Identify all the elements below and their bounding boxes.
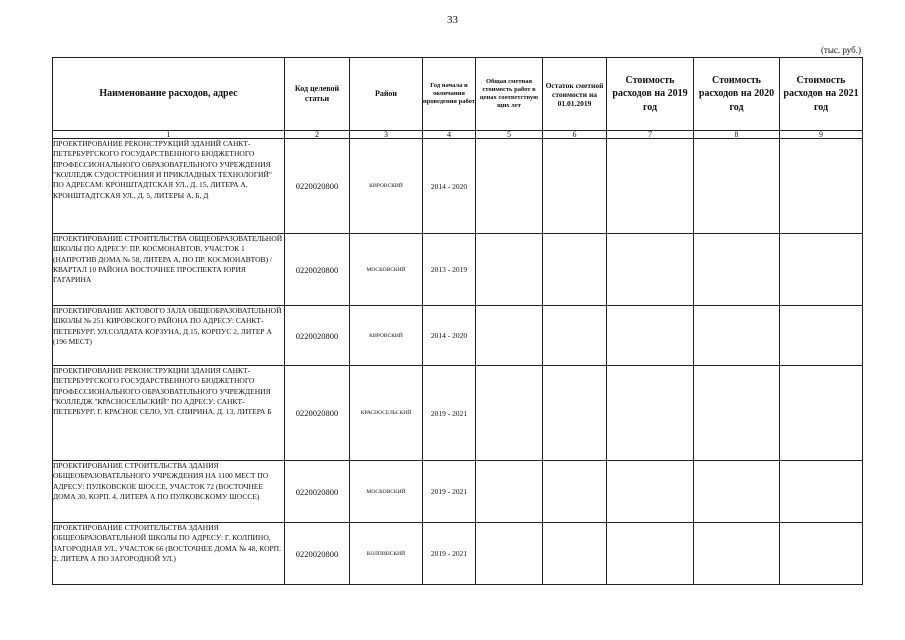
row-name: ПРОЕКТИРОВАНИЕ РЕКОНСТРУКЦИИ ЗДАНИЯ САНКТ-ПЕТЕРБУРГСКОГО ГОСУДАРСТВЕННОГО БЮДЖЕТНОГО ПРОФЕССИОНАЛЬНОГО ОБРАЗОВАТЕЛЬНОГО УЧРЕЖДЕНИЯ "КОЛЛЕДЖ "КРАСНОСЕЛЬСКИЙ" ПО АДРЕСУ: САНКТ-ПЕТЕРБУРГ, Г. КРАСНОЕ СЕЛО, УЛ. СПИРИНА, Д. 13, ЛИТЕРА Б xyxy=(53,366,285,461)
row-remaining xyxy=(543,523,607,585)
column-number: 6 xyxy=(543,131,607,139)
row-district: МОСКОВСКИЙ xyxy=(350,234,423,306)
row-cost-2021 xyxy=(780,139,863,234)
column-number: 8 xyxy=(694,131,780,139)
row-total-cost xyxy=(476,234,543,306)
row-code: 0220020800 xyxy=(285,306,350,366)
row-cost-2019 xyxy=(607,366,694,461)
header-district: Район xyxy=(350,58,423,131)
row-years: 2019 - 2021 xyxy=(423,461,476,523)
row-cost-2020 xyxy=(694,523,780,585)
row-total-cost xyxy=(476,461,543,523)
row-cost-2019 xyxy=(607,139,694,234)
header-total-cost: Общая сметная стоимость работ в ценах соответствую щих лет xyxy=(476,58,543,131)
row-cost-2020 xyxy=(694,461,780,523)
column-number: 3 xyxy=(350,131,423,139)
row-total-cost xyxy=(476,306,543,366)
row-cost-2020 xyxy=(694,306,780,366)
table-row xyxy=(53,366,863,461)
table-row xyxy=(53,139,863,234)
table-row xyxy=(53,523,863,585)
column-number: 1 xyxy=(53,131,285,139)
row-years: 2019 - 2021 xyxy=(423,523,476,585)
row-district: КРАСНОСЕЛЬСКИЙ xyxy=(350,366,423,461)
row-total-cost xyxy=(476,139,543,234)
row-remaining xyxy=(543,461,607,523)
header-cost-2019: Стоимость расходов на 2019 год xyxy=(607,58,694,131)
row-name: ПРОЕКТИРОВАНИЕ СТРОИТЕЛЬСТВА ЗДАНИЯ ОБЩЕОБРАЗОВАТЕЛЬНОГО УЧРЕЖДЕНИЯ НА 1100 МЕСТ ПО АДРЕСУ: ПУЛКОВСКОЕ ШОССЕ, УЧАСТОК 72 (ВОСТОЧНЕЕ ДОМА 30, КОРП. 4, ЛИТЕРА А ПО ПУЛКОВСКОМУ ШОССЕ) xyxy=(53,461,285,523)
header-code: Код целевой статьи xyxy=(285,58,350,131)
row-code: 0220020800 xyxy=(285,366,350,461)
row-cost-2020 xyxy=(694,234,780,306)
column-number-row xyxy=(53,131,863,139)
table-row xyxy=(53,234,863,306)
row-district: КИРОВСКИЙ xyxy=(350,139,423,234)
row-name: ПРОЕКТИРОВАНИЕ СТРОИТЕЛЬСТВА ЗДАНИЯ ОБЩЕОБРАЗОВАТЕЛЬНОЙ ШКОЛЫ ПО АДРЕСУ: Г. КОЛПИНО, ЗАГОРОДНАЯ УЛ., УЧАСТОК 66 (ВОСТОЧНЕЕ ДОМА № 48, КОРП. 2, ЛИТЕРА А ПО ЗАГОРОДНОЙ УЛ.) xyxy=(53,523,285,585)
row-cost-2019 xyxy=(607,306,694,366)
column-number: 7 xyxy=(607,131,694,139)
budget-table xyxy=(52,57,863,585)
row-district: КИРОВСКИЙ xyxy=(350,306,423,366)
row-remaining xyxy=(543,366,607,461)
row-name: ПРОЕКТИРОВАНИЕ РЕКОНСТРУКЦИЙ ЗДАНИЙ САНКТ-ПЕТЕРБУРГСКОГО ГОСУДАРСТВЕННОГО БЮДЖЕТНОГО ПРОФЕССИОНАЛЬНОГО ОБРАЗОВАТЕЛЬНОГО УЧРЕЖДЕНИЯ "КОЛЛЕДЖ СУДОСТРОЕНИЯ И ПРИКЛАДНЫХ ТЕХНОЛОГИЙ" ПО АДРЕСАМ: КРОНШТАДТСКАЯ УЛ., Д. 15, ЛИТЕРА А, КРОНШТАДТСКАЯ УЛ., Д. 5, ЛИТЕРЫ А, Б, Д xyxy=(53,139,285,234)
header-remaining: Остаток сметной стоимости на 01.01.2019 xyxy=(543,58,607,131)
row-remaining xyxy=(543,234,607,306)
table-row xyxy=(53,306,863,366)
header-name: Наименование расходов, адрес xyxy=(53,58,285,131)
column-number: 2 xyxy=(285,131,350,139)
units-label: (тыс. руб.) xyxy=(820,45,861,55)
row-cost-2021 xyxy=(780,523,863,585)
page-number: 33 xyxy=(447,14,458,26)
row-total-cost xyxy=(476,523,543,585)
row-remaining xyxy=(543,139,607,234)
row-cost-2021 xyxy=(780,366,863,461)
row-cost-2019 xyxy=(607,234,694,306)
row-years: 2019 - 2021 xyxy=(423,366,476,461)
column-number: 4 xyxy=(423,131,476,139)
row-cost-2021 xyxy=(780,461,863,523)
row-remaining xyxy=(543,306,607,366)
row-name: ПРОЕКТИРОВАНИЕ СТРОИТЕЛЬСТВА ОБЩЕОБРАЗОВАТЕЛЬНОЙ ШКОЛЫ ПО АДРЕСУ: ПР. КОСМОНАВТОВ, УЧАСТОК 1 (НАПРОТИВ ДОМА № 58, ЛИТЕРА А, ПО ПР. КОСМОНАВТОВ) / КВАРТАЛ 10 РАЙОНА ВОСТОЧНЕЕ ПРОСПЕКТА ЮРИЯ ГАГАРИНА xyxy=(53,234,285,306)
row-cost-2019 xyxy=(607,461,694,523)
row-code: 0220020800 xyxy=(285,523,350,585)
header-cost-2021: Стоимость расходов на 2021 год xyxy=(780,58,863,131)
row-total-cost xyxy=(476,366,543,461)
row-code: 0220020800 xyxy=(285,139,350,234)
row-district: КОЛПИНСКИЙ xyxy=(350,523,423,585)
row-cost-2019 xyxy=(607,523,694,585)
row-years: 2013 - 2019 xyxy=(423,234,476,306)
header-cost-2020: Стоимость расходов на 2020 год xyxy=(694,58,780,131)
header-years: Год начала и окончания проведения работ xyxy=(423,58,476,131)
column-number: 9 xyxy=(780,131,863,139)
table-row xyxy=(53,461,863,523)
row-district: МОСКОВСКИЙ xyxy=(350,461,423,523)
row-code: 0220020800 xyxy=(285,461,350,523)
header-row xyxy=(53,58,863,131)
row-years: 2014 - 2020 xyxy=(423,139,476,234)
row-name: ПРОЕКТИРОВАНИЕ АКТОВОГО ЗАЛА ОБЩЕОБРАЗОВАТЕЛЬНОЙ ШКОЛЫ № 251 КИРОВСКОГО РАЙОНА ПО АДРЕСУ: САНКТ-ПЕТЕРБУРГ, УЛ.СОЛДАТА КОРЗУНА, Д.15, КОРПУС 2, ЛИТЕР А (196 МЕСТ) xyxy=(53,306,285,366)
row-cost-2021 xyxy=(780,306,863,366)
row-code: 0220020800 xyxy=(285,234,350,306)
row-cost-2020 xyxy=(694,139,780,234)
row-cost-2020 xyxy=(694,366,780,461)
row-cost-2021 xyxy=(780,234,863,306)
column-number: 5 xyxy=(476,131,543,139)
row-years: 2014 - 2020 xyxy=(423,306,476,366)
